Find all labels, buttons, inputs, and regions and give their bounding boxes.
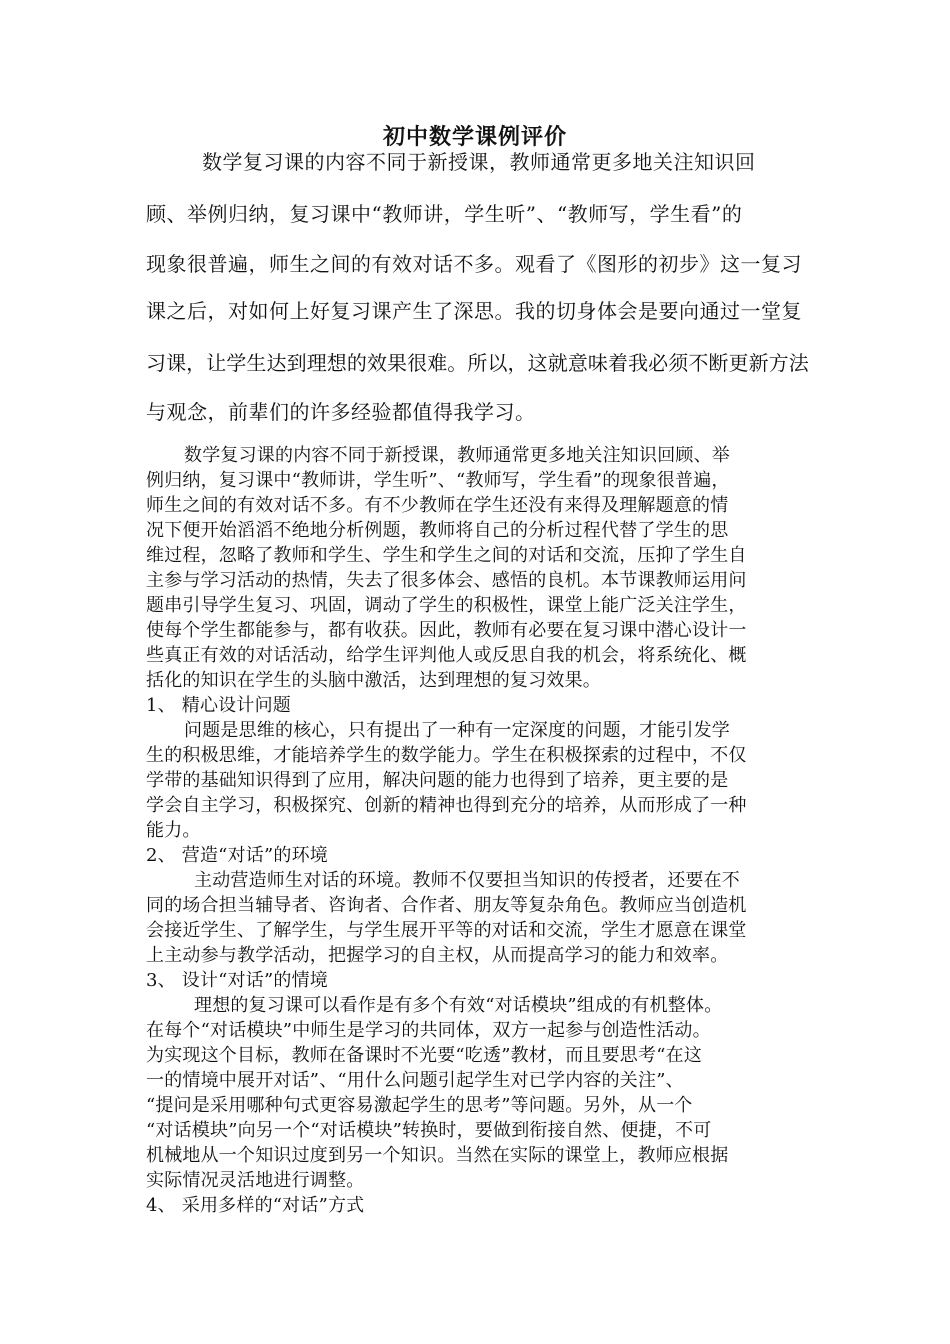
body-line: 题串引导学生复习、巩固，调动了学生的积极性，课堂上能广泛关注学生， <box>146 595 747 616</box>
body-line: 同的场合担当辅导者、咨询者、合作者、朋友等复杂角色。教师应当创造机 <box>146 895 747 916</box>
body-line: 维过程，忽略了教师和学生、学生和学生之间的对话和交流，压抑了学生自 <box>146 545 747 566</box>
body-line: 学带的基础知识得到了应用，解决问题的能力也得到了培养，更主要的是 <box>146 770 729 791</box>
intro-line: 数学复习课的内容不同于新授课，教师通常更多地关注知识回 <box>202 150 756 174</box>
intro-line: 现象很普遍，师生之间的有效对话不多。观看了《图形的初步》这一复习 <box>146 252 802 276</box>
body-line: 师生之间的有效对话不多。有不少教师在学生还没有来得及理解题意的情 <box>146 495 729 516</box>
body-line: 例归纳，复习课中“教师讲，学生听”、“教师写，学生看”的现象很普遍， <box>146 470 730 491</box>
document-title: 初中数学课例评价 <box>382 124 567 150</box>
body-line: 些真正有效的对话活动，给学生评判他人或反思自我的机会，将系统化、概 <box>146 645 747 666</box>
section-heading: 2、 营造“对话”的环境 <box>146 845 328 866</box>
section-heading: 1、 精心设计问题 <box>146 695 291 716</box>
body-line: “提问是采用哪种句式更容易激起学生的思考”等问题。另外，从一个 <box>146 1095 693 1116</box>
body-line: “对话模块”向另一个“对话模块”转换时，要做到衔接自然、便捷，不可 <box>146 1120 712 1141</box>
body-line: 实际情况灵活地进行调整。 <box>146 1170 365 1191</box>
intro-line: 习课，让学生达到理想的效果很难。所以，这就意味着我必须不断更新方法 <box>146 351 809 375</box>
section-heading: 3、 设计“对话”的情境 <box>146 970 328 991</box>
body-line: 一的情境中展开对话”、“用什么问题引起学生对已学内容的关注”、 <box>146 1070 684 1091</box>
section-heading: 4、 采用多样的“对话”方式 <box>146 1195 365 1216</box>
body-line: 在每个“对话模块”中师生是学习的共同体，双方一起参与创造性活动。 <box>146 1020 711 1041</box>
body-line: 使每个学生都能参与，都有收获。因此，教师有必要在复习课中潜心设计一 <box>146 620 747 641</box>
body-line: 学会自主学习，积极探究、创新的精神也得到充分的培养，从而形成了一种 <box>146 795 747 816</box>
body-line: 问题是思维的核心，只有提出了一种有一定深度的问题，才能引发学 <box>184 720 730 741</box>
body-line: 生的积极思维，才能培养学生的数学能力。学生在积极探索的过程中，不仅 <box>146 745 747 766</box>
body-line: 主参与学习活动的热情，失去了很多体会、感悟的良机。本节课教师运用问 <box>146 570 747 591</box>
body-line: 数学复习课的内容不同于新授课，教师通常更多地关注知识回顾、举 <box>184 445 730 466</box>
body-line: 主动营造师生对话的环境。教师不仅要担当知识的传授者，还要在不 <box>194 870 740 891</box>
intro-line: 与观念，前辈们的许多经验都值得我学习。 <box>146 400 536 424</box>
intro-line: 课之后，对如何上好复习课产生了深思。我的切身体会是要向通过一堂复 <box>146 299 802 323</box>
body-line: 括化的知识在学生的头脑中激活，达到理想的复习效果。 <box>146 670 601 691</box>
body-line: 况下便开始滔滔不绝地分析例题，教师将自己的分析过程代替了学生的思 <box>146 520 729 541</box>
body-line: 理想的复习课可以看作是有多个有效“对话模块”组成的有机整体。 <box>194 995 723 1016</box>
body-line: 机械地从一个知识过度到另一个知识。当然在实际的课堂上，教师应根据 <box>146 1145 729 1166</box>
body-line: 会接近学生、了解学生，与学生展开平等的对话和交流，学生才愿意在课堂 <box>146 920 747 941</box>
body-line: 为实现这个目标，教师在备课时不光要“吃透”教材，而且要思考“在这 <box>146 1045 703 1066</box>
body-line: 上主动参与教学活动，把握学习的自主权，从而提高学习的能力和效率。 <box>146 945 729 966</box>
body-line: 能力。 <box>146 820 201 841</box>
intro-line: 顾、举例归纳，复习课中“教师讲，学生听”、“教师写，学生看”的 <box>146 202 743 226</box>
